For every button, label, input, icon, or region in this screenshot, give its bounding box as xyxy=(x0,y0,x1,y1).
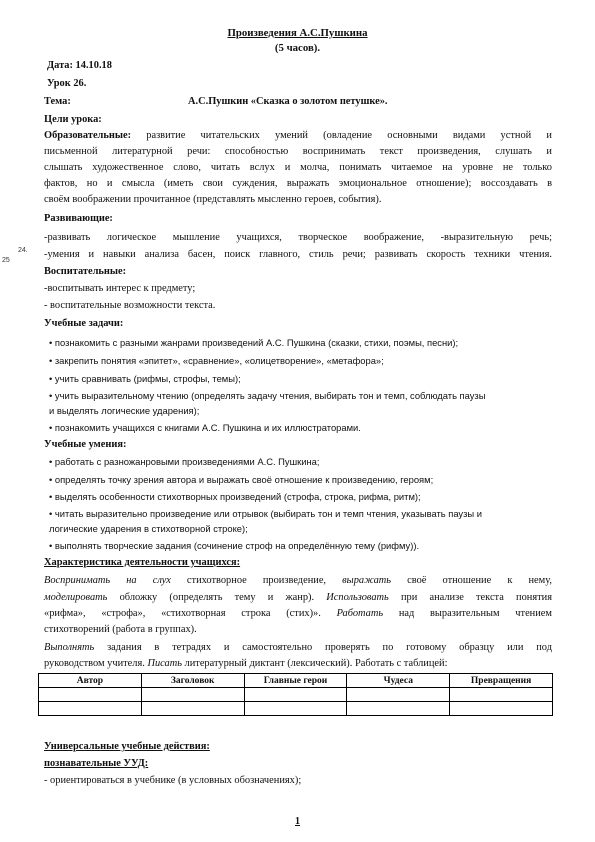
activity-text-2b: при анализе текста понятия xyxy=(388,592,552,603)
table-cell[interactable] xyxy=(244,688,347,702)
upbringing-line-2: - воспитательные возможности текста. xyxy=(44,300,216,311)
activity-verb-express: выражать xyxy=(342,575,392,586)
tasks-label: Учебные задачи: xyxy=(44,318,124,329)
task-item-5: • познакомить учащихся с книгами А.С. Пушкина и их иллюстраторами. xyxy=(49,422,361,433)
educational-line-2: письменной литературной речи: способностью воспринимать текст произведения, слушать и xyxy=(44,146,552,157)
activity-text-1b: своё отношение к нему, xyxy=(391,575,552,586)
skill-item-5: • выполнять творческие задания (сочинение строф на определённую тему (рифму)). xyxy=(49,540,420,551)
activity-line-6 xyxy=(44,657,552,671)
table-cell[interactable] xyxy=(39,702,142,716)
activity-verb-model: моделировать xyxy=(44,592,108,603)
table-cell[interactable] xyxy=(141,702,244,716)
table-header-title: Заголовок xyxy=(141,674,244,688)
table-header-miracles: Чудеса xyxy=(347,674,450,688)
lesson-date: Дата: 14.10.18 xyxy=(47,60,112,71)
table-header-heroes: Главные герои xyxy=(244,674,347,688)
lesson-number: Урок 26. xyxy=(47,78,87,89)
table-cell[interactable] xyxy=(347,702,450,716)
activity-text-1a: стихотворное произведение, xyxy=(170,575,343,586)
table-cell[interactable] xyxy=(141,688,244,702)
developing-line-1: -развивать логическое мышление учащихся, творческое воображение, -выразительную речь; xyxy=(44,232,552,243)
activity-verb-work: Работать xyxy=(336,608,384,619)
table-row xyxy=(39,688,553,702)
activity-label: Характеристика деятельности учащихся: xyxy=(44,557,241,568)
table-cell[interactable] xyxy=(450,688,553,702)
task-item-1: • познакомить с разными жанрами произведений А.С. Пушкина (сказки, стихи, поэмы, песни); xyxy=(49,337,459,348)
activity-text-3a: «рифма», «строфа», «стихотворная строка (стих)». xyxy=(44,608,337,619)
table-header-author: Автор xyxy=(39,674,142,688)
uud-cognitive-line-1: - ориентироваться в учебнике (в условных обозначениях); xyxy=(44,775,302,786)
skill-item-3: • выделять особенности стихотворных произведений (строфа, строка, рифма, ритм); xyxy=(49,491,421,502)
educational-line-5: своём воображении прочитанное (представлять мысленно героев, события). xyxy=(44,194,382,205)
activity-line-5 xyxy=(44,641,552,655)
activity-line-2 xyxy=(44,591,552,605)
activity-verb-write: Писать xyxy=(147,658,182,669)
developing-label: Развивающие: xyxy=(44,213,113,224)
side-number-25: 25 xyxy=(2,257,10,264)
page-subtitle-hours: (5 часов). xyxy=(274,42,321,54)
task-item-3: • учить сравнивать (рифмы, строфы, темы); xyxy=(49,373,241,384)
activity-text-5a: задания в тетрадях и самостоятельно проверять по готовому образцу или под xyxy=(94,642,552,653)
educational-line-1 xyxy=(44,129,552,143)
educational-line-4: фактов, но и смысла (иметь свои суждения, выражать эмоциональное отношение); воссоздавать в xyxy=(44,178,552,189)
activity-line-1 xyxy=(44,574,552,588)
uud-cognitive-label: познавательные УУД: xyxy=(44,758,149,769)
activity-verb-perceive: Воспринимать на слух xyxy=(44,575,171,586)
activity-text-3b: над выразительным чтением xyxy=(383,608,552,619)
page-title: Произведения А.С.Пушкина xyxy=(227,27,368,39)
skill-item-1: • работать с разножанровыми произведениями А.С. Пушкина; xyxy=(49,456,320,467)
topic-label: Тема: xyxy=(44,96,71,107)
activity-text-6a: руководством учителя. xyxy=(44,658,148,669)
task-item-2: • закрепить понятия «эпитет», «сравнение», «олицетворение», «метафора»; xyxy=(49,355,384,366)
activity-line-3 xyxy=(44,607,552,621)
uud-label: Универсальные учебные действия: xyxy=(44,741,210,752)
educational-line-3: слышать художественное слово, читать вслух и молча, понимать читаемое на уровне не только xyxy=(44,162,552,173)
skill-item-4-cont: логические ударения в стихотворной строке); xyxy=(49,523,248,534)
goals-label: Цели урока: xyxy=(44,114,102,125)
task-item-4-cont: и выделять логические ударения); xyxy=(49,405,200,416)
table-cell[interactable] xyxy=(39,688,142,702)
upbringing-label: Воспитательные: xyxy=(44,266,127,277)
table-header-row xyxy=(39,674,553,688)
activity-text-2a: обложку (определять тему и жанр). xyxy=(107,592,327,603)
task-item-4: • учить выразительному чтению (определять задачу чтения, выбирать тон и темп, соблюдать паузы xyxy=(49,390,486,401)
table-cell[interactable] xyxy=(244,702,347,716)
table-cell[interactable] xyxy=(450,702,553,716)
topic-value: А.С.Пушкин «Сказка о золотом петушке». xyxy=(188,96,388,107)
activity-verb-use: Использовать xyxy=(326,592,389,603)
page-number: 1 xyxy=(295,816,300,827)
skills-label: Учебные умения: xyxy=(44,439,127,450)
developing-line-2: -умения и навыки анализа басен, поиск главного, стиль речи; развивать скорость техники чтения. xyxy=(44,249,552,260)
educational-label: Образовательные: xyxy=(44,130,132,141)
table-header-transformations: Превращения xyxy=(450,674,553,688)
upbringing-line-1: -воспитывать интерес к предмету; xyxy=(44,283,196,294)
fairy-tale-table xyxy=(38,673,553,716)
educational-text-1: развитие читательских умений (овладение основными видами устной и xyxy=(146,130,552,141)
table-row xyxy=(39,702,553,716)
activity-text-6b: литературный диктант (лексический). Работать с таблицей: xyxy=(181,658,448,669)
activity-verb-perform: Выполнять xyxy=(44,642,95,653)
side-number-24: 24. xyxy=(18,247,28,254)
activity-line-4: стихотворений (работа в группах). xyxy=(44,624,197,635)
skill-item-4: • читать выразительно произведение или отрывок (выбирать тон и темп чтения, указывать паузы и xyxy=(49,508,482,519)
skill-item-2: • определять точку зрения автора и выражать своё отношение к произведению, героям; xyxy=(49,474,434,485)
table-cell[interactable] xyxy=(347,688,450,702)
